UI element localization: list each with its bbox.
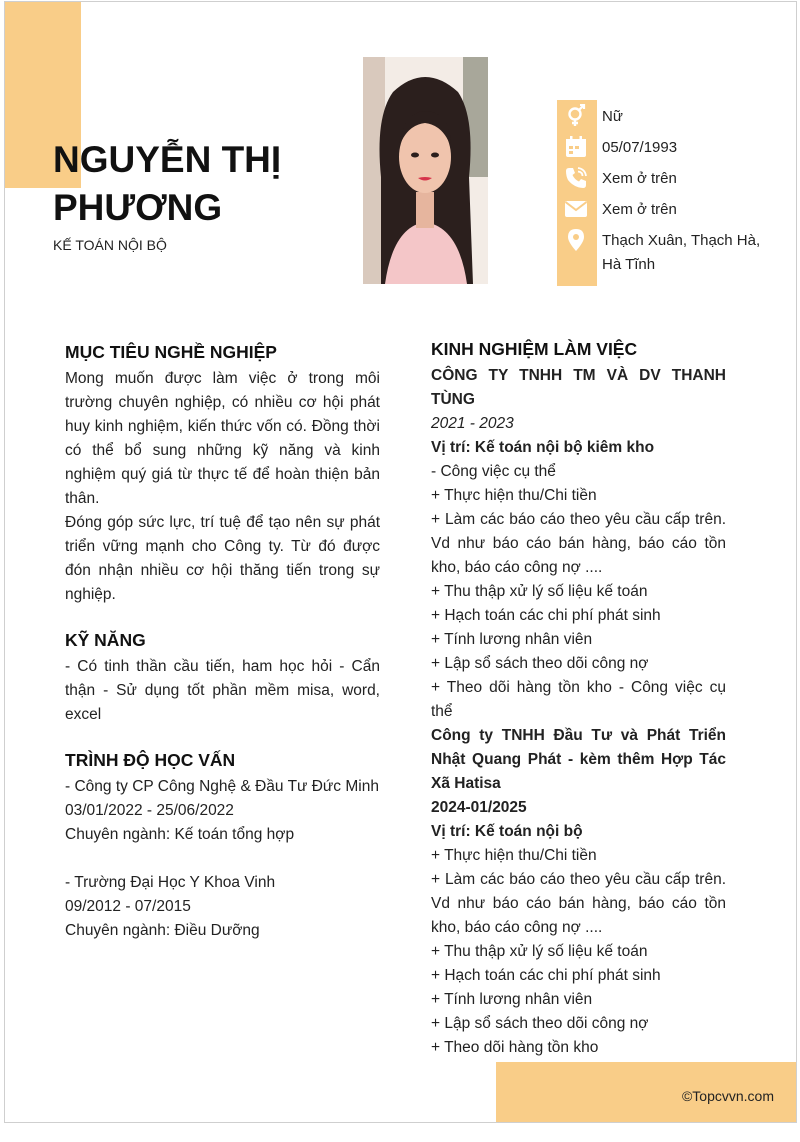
job-duty: + Hạch toán các chi phí phát sinh xyxy=(431,607,661,624)
experience-heading: KINH NGHIỆM LÀM VIỆC xyxy=(431,339,638,359)
objective-paragraph-1: Mong muốn được làm việc ở trong môi trường chuyên nghiệp, có nhiều cơ hội phát huy kinh nghiệm, kiến thức vốn có. Đồng thời có thể bổ sung những kỹ năng và kinh nghiệm quý giá từ thực tế để hoàn thiện bản thân. xyxy=(65,370,380,507)
education-heading: TRÌNH ĐỘ HỌC VẤN xyxy=(65,750,236,770)
contact-phone: Xem ở trên xyxy=(602,170,677,187)
job-duty: - Công việc cụ thể xyxy=(431,463,556,480)
job-position: Vị trí: Kế toán nội bộ xyxy=(431,823,583,840)
phone-icon xyxy=(561,163,591,193)
profile-photo xyxy=(363,57,488,284)
job-company: CÔNG TY TNHH TM VÀ DV THANH TÙNG xyxy=(431,367,726,408)
skills-heading: KỸ NĂNG xyxy=(65,630,146,650)
job-period: 2021 - 2023 xyxy=(431,415,514,432)
job-duty: + Tính lương nhân viên xyxy=(431,631,593,648)
contact-birthday: 05/07/1993 xyxy=(602,139,678,156)
education-item xyxy=(65,775,380,847)
calendar-icon xyxy=(561,132,591,162)
job-duty: + Tính lương nhân viên xyxy=(431,991,593,1008)
job-position: Vị trí: Kế toán nội bộ kiêm kho xyxy=(431,439,655,456)
email-icon xyxy=(561,194,591,224)
job-duty: + Lập sổ sách theo dõi công nợ xyxy=(431,655,649,672)
cv-page xyxy=(4,1,797,1123)
education-period: 09/2012 - 07/2015 xyxy=(65,898,191,915)
job-duty: + Hạch toán các chi phí phát sinh xyxy=(431,967,661,984)
job-duty: + Lập sổ sách theo dõi công nợ xyxy=(431,1015,649,1032)
job-duty: + Theo dõi hàng tồn kho - Công việc cụ thể xyxy=(431,679,726,720)
experience-job-2 xyxy=(431,724,726,1060)
job-duty: + Làm các báo cáo theo yêu cầu cấp trên. Vd như báo cáo bán hàng, báo cáo tồn kho, báo cáo công nợ .... xyxy=(431,871,726,936)
job-company: Công ty TNHH Đầu Tư và Phát Triển Nhật Quang Phát - kèm thêm Hợp Tác Xã Hatisa xyxy=(431,727,726,792)
objective-heading: MỤC TIÊU NGHỀ NGHIỆP xyxy=(65,342,277,362)
contact-email: Xem ở trên xyxy=(602,201,677,218)
education-item xyxy=(65,871,380,943)
right-column xyxy=(431,336,726,1060)
job-duty: + Thực hiện thu/Chi tiền xyxy=(431,487,597,504)
left-column xyxy=(65,339,380,943)
contact-gender: Nữ xyxy=(602,108,623,125)
job-duty: + Theo dõi hàng tồn kho xyxy=(431,1039,599,1056)
education-period: 03/01/2022 - 25/06/2022 xyxy=(65,802,234,819)
experience-job-1 xyxy=(431,364,726,724)
job-duty: + Thu thập xử lý số liệu kế toán xyxy=(431,583,648,600)
education-school: - Công ty CP Công Nghệ & Đầu Tư Đức Minh xyxy=(65,778,379,795)
objective-paragraph-2: Đóng góp sức lực, trí tuệ để tạo nên sự phát triển vững mạnh cho Công ty. Từ đó được đón nhận nhiều cơ hội thăng tiến trong sự nghiệp. xyxy=(65,514,380,603)
job-title: KẾ TOÁN NỘI BỘ xyxy=(53,237,167,253)
contact-address: Thạch Xuân, Thạch Hà, Hà Tĩnh xyxy=(602,232,761,273)
gender-icon xyxy=(561,101,591,131)
job-period: 2024-01/2025 xyxy=(431,799,527,816)
job-duty: + Làm các báo cáo theo yêu cầu cấp trên. Vd như báo cáo bán hàng, báo cáo tồn kho, báo cáo công nợ .... xyxy=(431,511,726,576)
skills-text: - Có tinh thần cầu tiến, ham học hỏi - Cẩn thận - Sử dụng tốt phần mềm misa, word, excel xyxy=(65,658,380,723)
education-school: - Trường Đại Học Y Khoa Vinh xyxy=(65,874,276,891)
copyright-text[interactable]: ©Topcvvn.com xyxy=(681,1088,774,1104)
education-major: Chuyên ngành: Điều Dưỡng xyxy=(65,922,260,939)
candidate-name: NGUYỄN THỊ PHƯƠNG xyxy=(53,139,282,228)
job-duty: + Thực hiện thu/Chi tiền xyxy=(431,847,597,864)
education-major: Chuyên ngành: Kế toán tổng hợp xyxy=(65,826,295,843)
job-duty: + Thu thập xử lý số liệu kế toán xyxy=(431,943,648,960)
location-icon xyxy=(561,225,591,255)
